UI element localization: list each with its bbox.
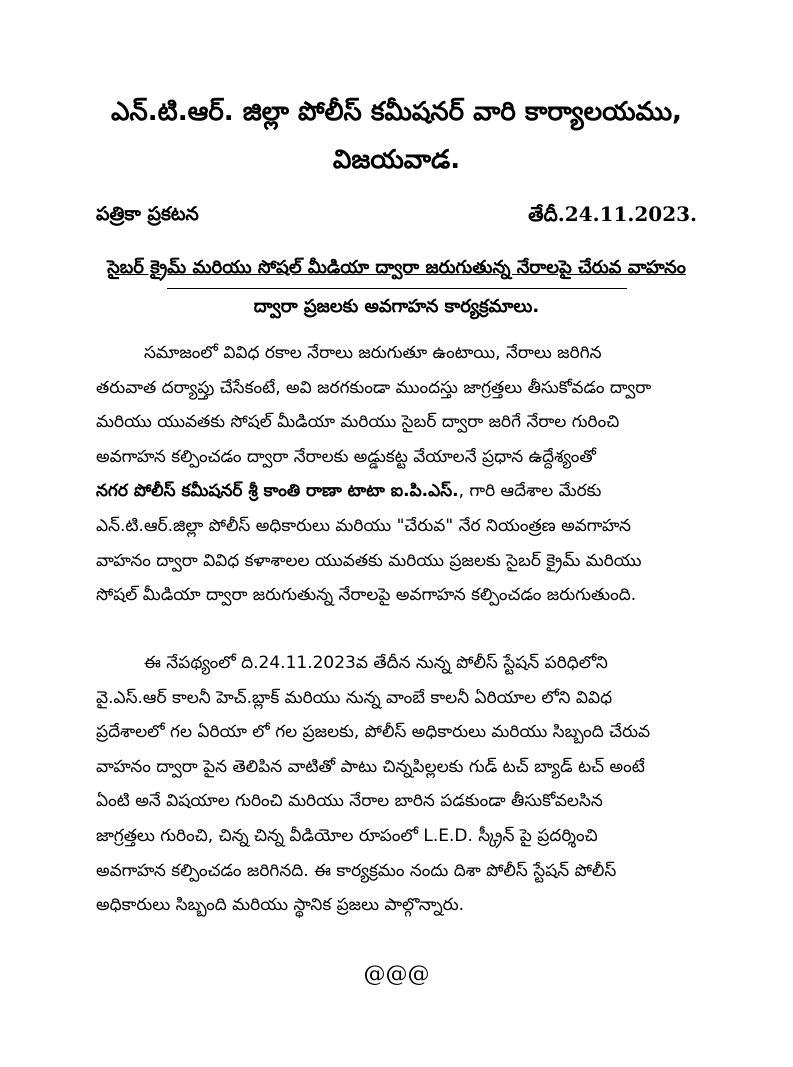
- office-title-line2: విజయవాడ.: [332, 145, 461, 175]
- paragraph-line-tail: , గారి ఆదేశాల మేరకు: [458, 481, 602, 502]
- paragraph-line: ఏంటి అనే విషయాల గురించి మరియు నేరాల బారిన పడకుండా తీసుకోవలసిన: [96, 791, 603, 812]
- paragraph-line: జాగ్రత్తలు గురించి, చిన్న చిన్న వీడియోల రూపంలో L.E.D. స్క్రీన్ పై ప్రదర్శించి: [96, 825, 598, 846]
- release-date: తేదీ.24.11.2023.: [528, 202, 697, 226]
- paragraph-line: అవగాహన కల్పించడం జరిగినది. ఈ కార్యక్రమం నందు దిశా పోలీస్ స్టేషన్ పోలీస్: [96, 860, 617, 881]
- headline-line2: ద్వారా ప్రజలకు అవగాహన కార్యక్రమాలు.: [253, 296, 540, 317]
- office-title-line1: ఎన్.టి.ఆర్. జిల్లా పోలీస్ కమీషనర్ వారి కార్యాలయము,: [111, 97, 682, 127]
- headline-line1: సైబర్ క్రైమ్ మరియు సోషల్ మీడియా ద్వారా జరుగుతున్న నేరాలపై చేరువ వాహనం: [107, 257, 686, 278]
- paragraph-line: వాహనం ద్వారా పైన తెలిపిన వాటితో పాటు చిన్నపిల్లలకు గుడ్ టచ్ బ్యాడ్ టచ్ అంటే: [96, 756, 645, 777]
- paragraph-line: ప్రదేశాలలో గల ఏరియా లో గల ప్రజలకు, పోలీస్ అధికారులు మరియు సిబ్బంది చేరువ: [96, 722, 651, 743]
- headline: [96, 250, 697, 325]
- paragraph-line: సోషల్ మీడియా ద్వారా జరుగుతున్న నేరాలపై అవగాహన కల్పించడం జరుగుతుంది.: [96, 585, 637, 606]
- paragraph-line: వాహనం ద్వారా వివిధ కళాశాలల యువతకు మరియు ప్రజలకు సైబర్ క్రైమ్ మరియు: [96, 550, 642, 571]
- paragraph-line: ఈ నేపథ్యంలో ది.24.11.2023వ తేదీన నున్న పోలీస్ స్టేషన్ పరిధిలోని: [144, 653, 608, 673]
- paragraph-line: తరువాత దర్యాప్తు చేసేకంటే, అవి జరగకుండా ముందస్తు జాగ్రత్తలు తీసుకోవడం ద్వారా: [96, 377, 652, 398]
- body-paragraph-2: [96, 646, 697, 923]
- paragraph-line: ఎన్.టి.ఆర్.జిల్లా పోలీస్ అధికారులు మరియు "చేరువ" నేర నియంత్రణ అవగాహన: [96, 515, 631, 536]
- paragraph-line: అధికారులు సిబ్బంది మరియు స్థానిక ప్రజలు పాల్గొన్నారు.: [96, 895, 465, 916]
- end-mark: @@@: [363, 962, 430, 987]
- paragraph-line: సమాజంలో వివిధ రకాల నేరాలు జరుగుతూ ఉంటాయి, నేరాలు జరిగిన: [144, 343, 602, 363]
- paragraph-line: [96, 474, 697, 509]
- press-release-label: పత్రికా ప్రకటన: [96, 203, 199, 225]
- paragraph-line: మరియు యువతకు సోషల్ మీడియా మరియు సైబర్ ద్వారా జరిగే నేరాల గురించి: [96, 412, 620, 433]
- paragraph-line: అవగాహన కల్పించడం ద్వారా నేరాలకు అడ్డుకట్ట వేయాలనే ప్రధాన ఉద్దేశ్యంతో: [96, 446, 596, 467]
- paragraph-line: వై.ఎస్.ఆర్ కాలనీ హెచ్.బ్లాక్ మరియు నున్న వాంబే కాలనీ ఏరియాల లోని వివిధ: [96, 687, 613, 708]
- body-paragraph-1: [96, 336, 697, 613]
- commissioner-name: నగర పోలీస్ కమీషనర్ శ్రీ కాంతి రాణా టాటా ఐ.పి.ఎస్.: [96, 481, 459, 502]
